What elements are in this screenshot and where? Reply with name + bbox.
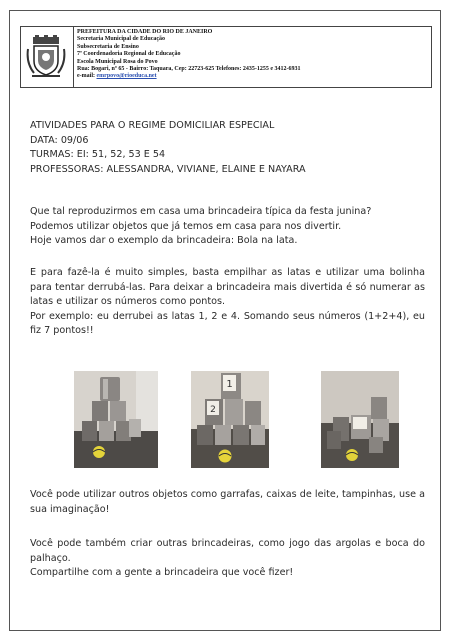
invitation-line-1: Que tal reproduzirmos em casa uma brincadeira típica da festa junina? (30, 206, 372, 217)
activity-classes: TURMAS: EI: 51, 52, 53 E 54 (30, 149, 166, 160)
email-link[interactable]: emrpovo@rioeduca.net (96, 73, 157, 80)
letterhead-text (77, 29, 429, 81)
paragraph-invitation (30, 205, 425, 249)
other-games-text: Você pode também criar outras brincadeiras, como jogo das argolas e boca do palhaço. (30, 538, 425, 564)
email-label: e-mail: (77, 73, 97, 80)
instructions-example: Por exemplo: eu derrubei as latas 1, 2 e 4. Somando seus números (1+2+4), eu fiz 7 pontos!! (30, 310, 425, 336)
photo-can-pyramid-2-image (191, 371, 269, 468)
paragraph-other-games (30, 537, 425, 581)
coordination-name: 7ª Coordenadoria Regional de Educação (77, 51, 181, 58)
letterhead (20, 26, 432, 88)
school-name: Escola Municipal Rosa do Povo (77, 58, 158, 65)
activity-teachers: PROFESSORAS: ALESSANDRA, VIVIANE, ELAINE E NAYARA (30, 163, 306, 175)
city-coat-of-arms-icon (26, 35, 66, 79)
photo-can-pyramid-3-image (321, 371, 399, 468)
letterhead-divider (73, 27, 74, 87)
photo-can-pyramid-3 (321, 371, 399, 468)
school-address: Rua: Bogari, nº 65 - Bairro: Taquara, Cep: 22723-625 Telefones: 2435-1255 e 3412-6931 (77, 66, 301, 73)
invitation-line-3: Hoje vamos dar o exemplo da brincadeira: Bola na lata. (30, 235, 298, 246)
secretariat-name: Secretaria Municipal de Educação (77, 36, 166, 43)
paragraph-instructions (30, 266, 425, 339)
other-objects-text: Você pode utilizar outros objetos como garrafas, caixas de leite, tampinhas, use a sua imaginação! (30, 489, 425, 515)
activity-date: DATA: 09/06 (30, 134, 89, 146)
photo2-can-label-mid: 2 (210, 405, 216, 415)
instructions-text: E para fazê-la é muito simples, basta empilhar as latas e utilizar uma bolinha para tentar derrubá-las. Para deixar a brincadeira mais divertida é só numerar as latas e utilizar os números como pontos. (30, 267, 425, 307)
photo-can-pyramid-1-image (74, 371, 158, 468)
share-invitation: Compartilhe com a gente a brincadeira que você fizer! (30, 567, 294, 578)
city-hall-name: PREFEITURA DA CIDADE DO RIO DE JANEIRO (77, 29, 213, 35)
photo-can-pyramid-1 (74, 371, 158, 468)
subsecretariat-name: Subsecretaria de Ensino (77, 43, 139, 50)
photo2-can-label-top: 1 (226, 379, 233, 390)
activity-intro (30, 119, 425, 177)
invitation-line-2: Podemos utilizar objetos que já temos em casa para nos divertir. (30, 220, 342, 232)
activity-title: ATIVIDADES PARA O REGIME DOMICILIAR ESPECIAL (30, 120, 275, 131)
paragraph-other-objects (30, 488, 425, 517)
photo-can-pyramid-2 (191, 371, 269, 468)
school-email (77, 73, 429, 80)
